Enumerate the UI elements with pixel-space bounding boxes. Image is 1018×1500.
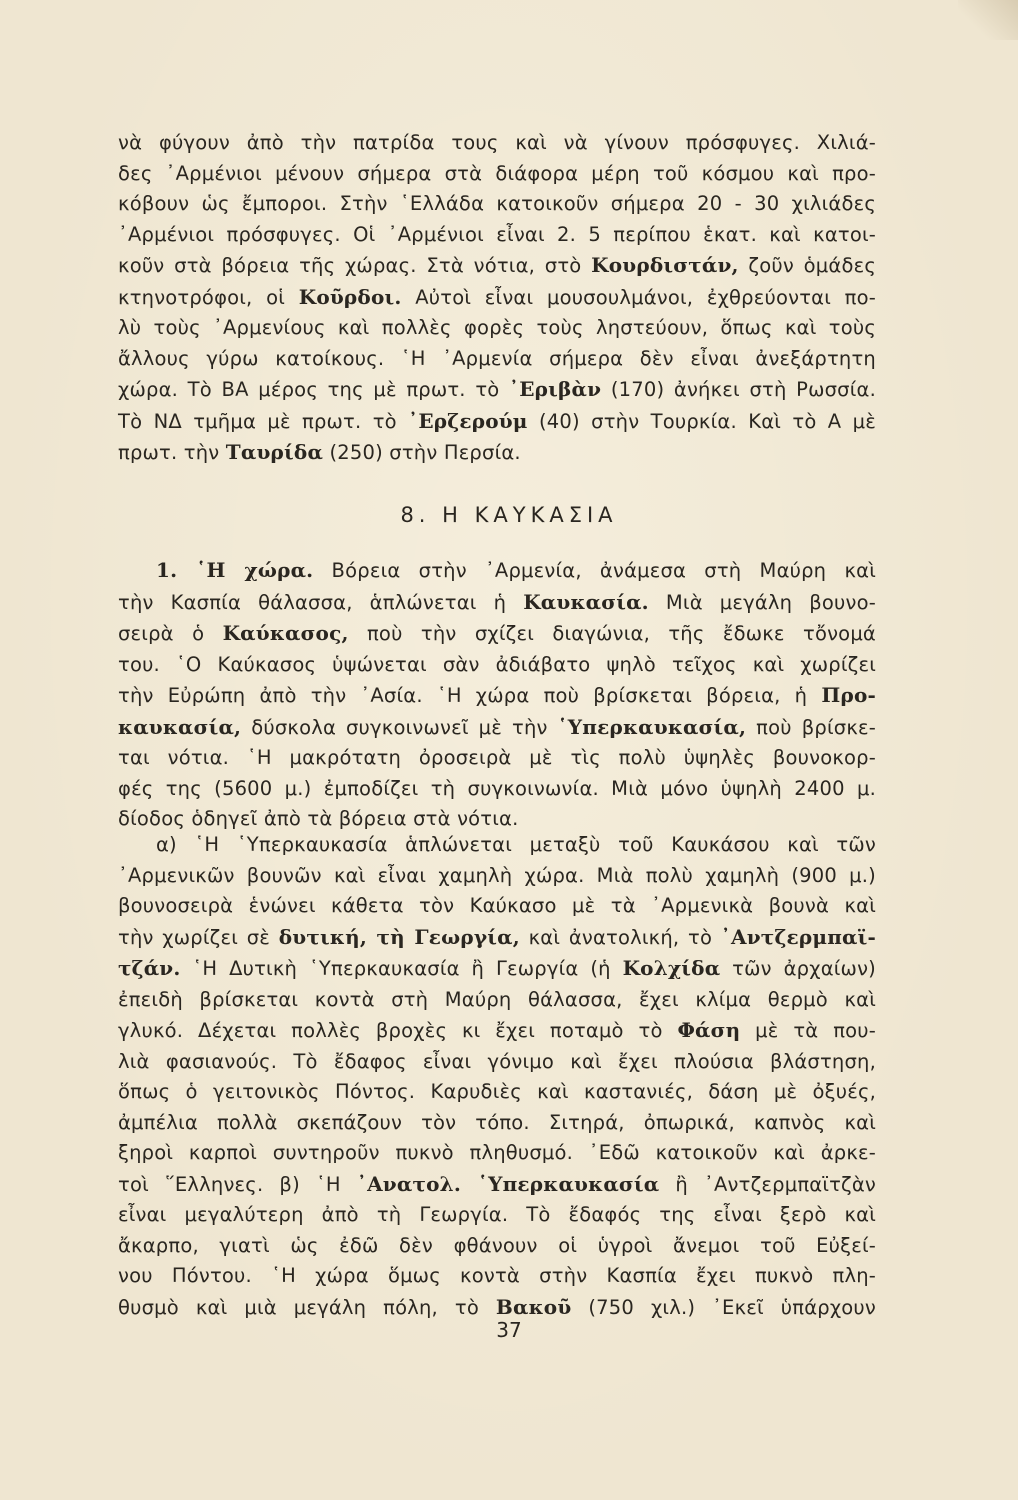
text-run: πρωτ. τὴν <box>118 441 226 464</box>
text-run: ῾Η Δυτικὴ ῾Υπερκαυκασία ἢ Γεωργία (ἡ <box>180 957 623 980</box>
text-run: λιὰ φασιανούς. Τὸ ἔδαφος εἶναι γόνιμο καὶ ἔχει πλούσια βλάστηση, <box>118 1049 876 1073</box>
text-run: κτηνοτρόφοι, οἱ <box>118 285 299 309</box>
text-run: του. ῾Ο Καύκασος ὑψώνεται σὰν ἀδιάβατο ψηλὸ τεῖχος καὶ χωρίζει <box>118 652 876 676</box>
text-line <box>118 1047 876 1078</box>
page-corner-shadow <box>958 0 1018 40</box>
text-run: ποὺ τὴν σχίζει διαγώνια, τῆς ἔδωκε τὄνομά <box>348 622 876 645</box>
bold-term: Προ- <box>821 683 876 707</box>
text-run: τὴν χωρίζει σὲ <box>118 925 279 949</box>
text-run: ᾿Αρμενικῶν βουνῶν καὶ εἶναι χαμηλὴ χώρα. Μιὰ πολὺ χαμηλὴ (900 μ.) <box>118 863 876 887</box>
text-run: γλυκό. Δέχεται πολλὲς βροχὲς κι ἔχει ποταμὸ τὸ <box>118 1019 678 1042</box>
text-line <box>118 861 876 892</box>
text-run: τὴν Εὐρώπη ἀπὸ τὴν ᾿Ασία. ῾Η χώρα ποὺ βρίσκεται βόρεια, ἡ <box>118 684 822 707</box>
text-run: (170) ἀνήκει στὴ Ρωσσία. <box>601 378 876 401</box>
text-line <box>118 1169 876 1201</box>
text-run: ται νότια. ῾Η μακρότατη ὀροσειρὰ μὲ τὶς πολὺ ὑψηλὲς βουνοκορ- <box>118 746 876 769</box>
bold-term: ᾿Ερζερούμ <box>408 408 528 433</box>
text-run: τῶν ἀρχαίων) <box>720 957 876 980</box>
text-line <box>118 1077 876 1108</box>
text-line <box>118 774 876 805</box>
text-run: Τὸ ΝΔ τμῆμα μὲ πρωτ. τὸ <box>118 409 409 433</box>
text-run: ᾿Αρμένιοι πρόσφυγες. Οἱ ᾿Αρμένιοι εἶναι 2. 5 περίπου ἑκατ. καὶ κατοι- <box>118 222 876 246</box>
bold-term: Κολχίδα <box>622 956 721 980</box>
bold-term: Καυκασία. <box>523 589 649 614</box>
text-run: ζοῦν ὁμάδες <box>738 254 876 277</box>
text-line <box>118 1138 876 1169</box>
text-run: νὰ φύγουν ἀπὸ τὴν πατρίδα τους καὶ νὰ γίνουν πρόσφυγες. Χιλιά- <box>118 131 876 154</box>
text-line <box>118 374 876 406</box>
paragraph-caucasus-land <box>118 555 876 835</box>
text-line <box>118 680 876 712</box>
text-run: δες ᾿Αρμένιοι μένουν σήμερα στὰ διάφορα μέρη τοῦ κόσμου καὶ προ- <box>118 161 876 185</box>
text-run: σειρὰ ὁ <box>118 622 223 645</box>
bold-term: καυκασία, <box>118 714 242 739</box>
text-line <box>118 555 876 587</box>
text-run: Μιὰ μεγάλη βουνο- <box>648 590 876 614</box>
bold-term: ῾Υπερκαυκασία, <box>557 714 747 739</box>
text-run: (250) στὴν Περσία. <box>323 441 521 464</box>
section-title: 8. Η ΚΑΥΚΑΣΙΑ <box>400 503 618 527</box>
text-run: ποὺ βρίσκε- <box>746 715 876 739</box>
text-line <box>118 437 876 469</box>
text-run: τὴν Κασπία θάλασσα, ἁπλώνεται ἡ <box>118 590 524 614</box>
text-line <box>118 1015 876 1047</box>
text-run: Βόρεια στὴν ᾿Αρμενία, ἀνάμεσα στὴ Μαύρη καὶ <box>313 559 876 582</box>
text-run: (40) στὴν Τουρκία. Καὶ τὸ Α μὲ <box>527 409 877 433</box>
bold-term: 1. ῾Η χώρα. <box>156 558 314 582</box>
text-run: τοὶ ῞Ελληνες. β) ῾Η <box>118 1172 357 1196</box>
text-run: καὶ ἀνατολική, τὸ <box>519 925 721 949</box>
text-run: δύσκολα συγκοινωνεῖ μὲ τὴν <box>241 715 558 739</box>
text-run: εἶναι μεγαλύτερη ἀπὸ τὴ Γεωργία. Τὸ ἔδαφός της εἶναι ξερὸ καὶ <box>118 1203 876 1226</box>
bold-term: Κουρδιστάν, <box>591 253 739 277</box>
text-line <box>118 953 876 985</box>
text-run: ἀμπέλια πολλὰ σκεπάζουν τὸν τόπο. Σιτηρά, ὀπωρικά, καπνὸς καὶ <box>118 1110 876 1134</box>
text-run: ὅπως ὁ γειτονικὸς Πόντος. Καρυδιὲς καὶ καστανιές, δάση μὲ ὀξυές, <box>118 1080 876 1103</box>
text-line <box>118 1200 876 1231</box>
text-line <box>118 220 876 251</box>
text-line <box>118 128 876 159</box>
text-line <box>118 743 876 774</box>
text-line <box>118 650 876 681</box>
text-line <box>118 1231 876 1262</box>
text-run: ἄκαρπο, γιατὶ ὡς ἐδῶ δὲν φθάνουν οἱ ὑγροὶ ἄνεμοι τοῦ Εὐξεί- <box>118 1233 876 1257</box>
text-line <box>118 282 876 314</box>
text-line <box>118 922 876 954</box>
bold-term: ᾿Αντζερμπαϊ- <box>720 924 876 949</box>
text-line <box>118 587 876 619</box>
text-line <box>118 712 876 744</box>
text-run: βουνοσειρὰ ἑνώνει κάθετα τὸν Καύκασο μὲ τὰ ᾿Αρμενικὰ βουνὰ καὶ <box>118 894 876 917</box>
text-run: κοῦν στὰ βόρεια τῆς χώρας. Στὰ νότια, στὸ <box>118 254 592 277</box>
text-run: ξηροὶ καρποὶ συντηροῦν πυκνὸ πληθυσμό. ᾿Εδῶ κατοικοῦν καὶ ἀρκε- <box>118 1141 876 1164</box>
text-line <box>118 313 876 344</box>
text-run: κόβουν ὡς ἔμποροι. Στὴν ῾Ελλάδα κατοικοῦν σήμερα 20 - 30 χιλιάδες <box>118 192 876 215</box>
text-run: Αὐτοὶ εἶναι μουσουλμάνοι, ἐχθρεύονται πο- <box>401 285 876 309</box>
text-line <box>118 1261 876 1292</box>
text-line <box>118 159 876 190</box>
bold-term: τζάν. <box>118 956 181 980</box>
text-run: δίοδος ὁδηγεῖ ἀπὸ τὰ βόρεια στὰ νότια. <box>118 807 519 830</box>
paragraph-armenia <box>118 128 876 469</box>
text-run: φές της (5600 μ.) ἐμποδίζει τὴ συγκοινωνία. Μιὰ μόνο ὑψηλὴ 2400 μ. <box>118 776 876 800</box>
text-line <box>118 891 876 922</box>
text-line <box>118 985 876 1016</box>
text-run: χώρα. Τὸ ΒΑ μέρος της μὲ πρωτ. τὸ <box>118 378 510 401</box>
paragraph-transcaucasia <box>118 830 876 1323</box>
text-run: ἄλλους γύρω κατοίκους. ῾Η ᾿Αρμενία σήμερα δὲν εἶναι ἀνεξάρτητη <box>118 346 876 370</box>
bold-term: Βακοῦ <box>495 1294 572 1319</box>
bold-term: ᾿Ανατολ. ῾Υπερκαυκασία <box>356 1171 660 1196</box>
text-run: ἢ ᾿Αντζερμπαϊτζὰν <box>659 1172 876 1196</box>
text-run: ἐπειδὴ βρίσκεται κοντὰ στὴ Μαύρη θάλασσα, ἔχει κλίμα θερμὸ καὶ <box>118 987 876 1011</box>
text-line <box>118 189 876 220</box>
bold-term: Καύκασος, <box>222 621 349 645</box>
bold-term: δυτική, τὴ Γεωργία, <box>278 924 520 949</box>
bold-term: Φάση <box>677 1018 741 1042</box>
text-run: α) ῾Η ῾Υπερκαυκασία ἁπλώνεται μεταξὺ τοῦ Καυκάσου καὶ τῶν <box>156 833 876 856</box>
text-line <box>118 1108 876 1139</box>
bold-term: Ταυρίδα <box>225 440 324 464</box>
text-line <box>118 344 876 375</box>
text-run: νου Πόντου. ῾Η χώρα ὅμως κοντὰ στὴν Κασπία ἔχει πυκνὸ πλη- <box>118 1264 876 1287</box>
text-line <box>118 830 876 861</box>
text-line <box>118 618 876 650</box>
text-line <box>118 406 876 438</box>
bold-term: ᾿Εριβὰν <box>509 377 602 401</box>
text-line <box>118 250 876 282</box>
bold-term: Κοῦρδοι. <box>298 284 402 309</box>
text-run: μὲ τὰ που- <box>740 1019 876 1042</box>
text-run: (750 χιλ.) ᾿Εκεῖ ὑπάρχουν <box>571 1295 876 1319</box>
text-run: θυσμὸ καὶ μιὰ μεγάλη πόλη, τὸ <box>118 1295 496 1319</box>
text-run: λὺ τοὺς ᾿Αρμενίους καὶ πολλὲς φορὲς τοὺς ληστεύουν, ὅπως καὶ τοὺς <box>118 316 876 339</box>
page-number: 37 <box>496 1318 522 1342</box>
